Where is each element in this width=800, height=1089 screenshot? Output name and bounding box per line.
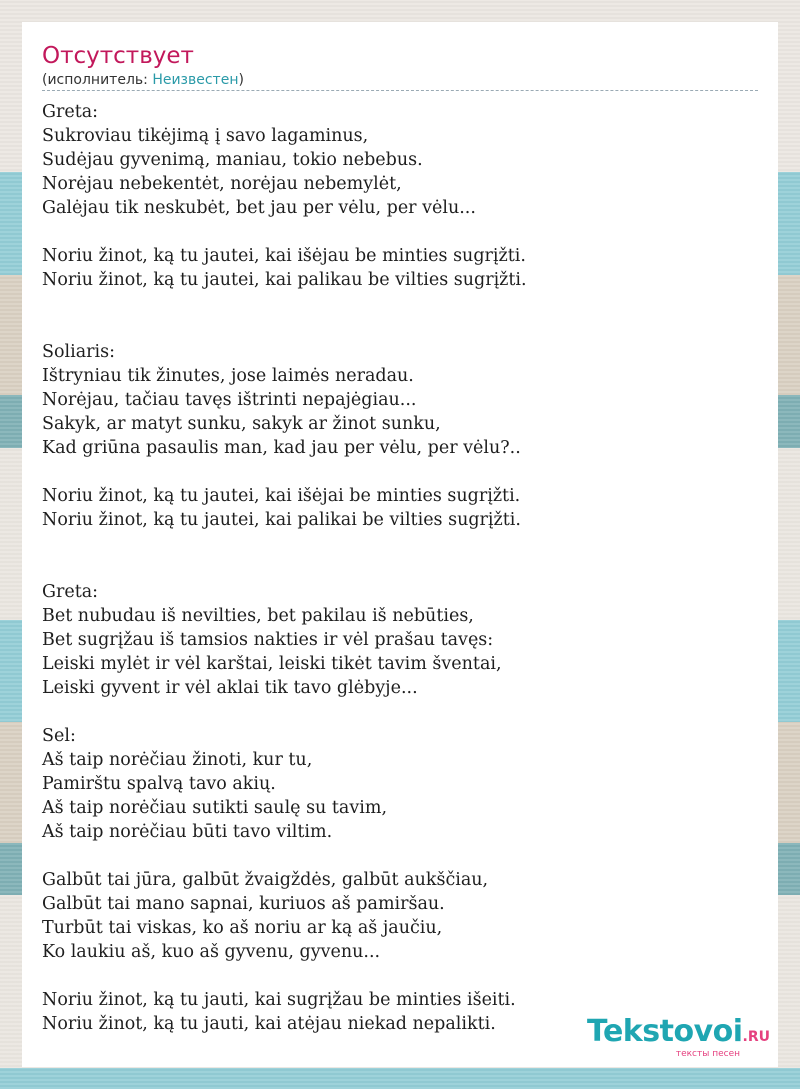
logo-name: Tekstovoi bbox=[586, 1014, 743, 1049]
lyric-line: Aš taip norėčiau būti tavo viltim. bbox=[42, 822, 333, 842]
lyric-line bbox=[42, 964, 758, 988]
lyric-line: Sudėjau gyvenimą, maniau, tokio nebebus. bbox=[42, 150, 423, 170]
lyric-line: Noriu žinot, ką tu jautei, kai palikau be vilties sugrįžti. bbox=[42, 270, 527, 290]
lyric-line: Noriu žinot, ką tu jautei, kai palikai be vilties sugrįžti. bbox=[42, 510, 521, 530]
lyric-line: Leiski mylėt ir vėl karštai, leiski tikėt tavim šventai, bbox=[42, 654, 502, 674]
lyric-line: Soliaris: bbox=[42, 342, 115, 362]
lyric-line bbox=[42, 292, 758, 316]
logo-tagline: тексты песен bbox=[675, 1049, 740, 1059]
lyric-line bbox=[42, 316, 758, 340]
site-logo[interactable] bbox=[587, 1016, 770, 1059]
lyric-line: Kad griūna pasaulis man, kad jau per vėlu, per vėlu?.. bbox=[42, 438, 521, 458]
lyric-line: Noriu žinot, ką tu jautei, kai išėjau be minties sugrįžti. bbox=[42, 246, 526, 266]
artist-suffix: ) bbox=[238, 72, 244, 88]
lyric-line: Greta: bbox=[42, 102, 99, 122]
lyric-line: Aš taip norėčiau žinoti, kur tu, bbox=[42, 750, 313, 770]
lyric-line: Ištryniau tik žinutes, jose laimės neradau. bbox=[42, 366, 414, 386]
logo-wordmark bbox=[587, 1016, 770, 1053]
lyric-line: Galbūt tai jūra, galbūt žvaigždės, galbūt aukščiau, bbox=[42, 870, 489, 890]
lyric-line: Sel: bbox=[42, 726, 76, 746]
lyric-line: Noriu žinot, ką tu jauti, kai sugrįžau be minties išeiti. bbox=[42, 990, 516, 1010]
artist-prefix: (исполнитель: bbox=[42, 72, 153, 88]
lyric-line: Galėjau tik neskubėt, bet jau per vėlu, per vėlu... bbox=[42, 198, 476, 218]
lyric-line: Pamirštu spalvą tavo akių. bbox=[42, 774, 276, 794]
artist-link[interactable]: Неизвестен bbox=[152, 72, 239, 88]
lyric-line bbox=[42, 556, 758, 580]
lyrics-text bbox=[42, 100, 758, 1036]
divider bbox=[42, 90, 758, 91]
lyric-line bbox=[42, 220, 758, 244]
lyric-line: Norėjau nebekentėt, norėjau nebemylėt, bbox=[42, 174, 402, 194]
song-title: Отсутствует bbox=[42, 43, 194, 69]
lyrics-card bbox=[22, 22, 778, 1067]
logo-tld: .RU bbox=[742, 1029, 770, 1045]
lyric-line: Galbūt tai mano sapnai, kuriuos aš pamiršau. bbox=[42, 894, 445, 914]
lyric-line: Sukroviau tikėjimą į savo lagaminus, bbox=[42, 126, 369, 146]
lyric-line: Turbūt tai viskas, ko aš noriu ar ką aš jaučiu, bbox=[42, 918, 443, 938]
lyric-line: Norėjau, tačiau tavęs ištrinti nepajėgiau... bbox=[42, 390, 417, 410]
lyric-line bbox=[42, 844, 758, 868]
lyric-line: Bet sugrįžau iš tamsios nakties ir vėl prašau tavęs: bbox=[42, 630, 494, 650]
lyric-line: Aš taip norėčiau sutikti saulę su tavim, bbox=[42, 798, 388, 818]
song-subtitle bbox=[42, 71, 244, 89]
lyric-line bbox=[42, 532, 758, 556]
lyric-line: Sakyk, ar matyt sunku, sakyk ar žinot sunku, bbox=[42, 414, 441, 434]
lyric-line bbox=[42, 700, 758, 724]
lyric-line: Noriu žinot, ką tu jauti, kai atėjau niekad nepalikti. bbox=[42, 1014, 496, 1034]
lyric-line: Ko laukiu aš, kuo aš gyvenu, gyvenu... bbox=[42, 942, 381, 962]
lyric-line bbox=[42, 460, 758, 484]
lyric-line: Noriu žinot, ką tu jautei, kai išėjai be minties sugrįžti. bbox=[42, 486, 521, 506]
lyric-line: Bet nubudau iš nevilties, bet pakilau iš nebūties, bbox=[42, 606, 474, 626]
lyric-line: Greta: bbox=[42, 582, 99, 602]
lyric-line: Leiski gyvent ir vėl aklai tik tavo glėbyje... bbox=[42, 678, 418, 698]
